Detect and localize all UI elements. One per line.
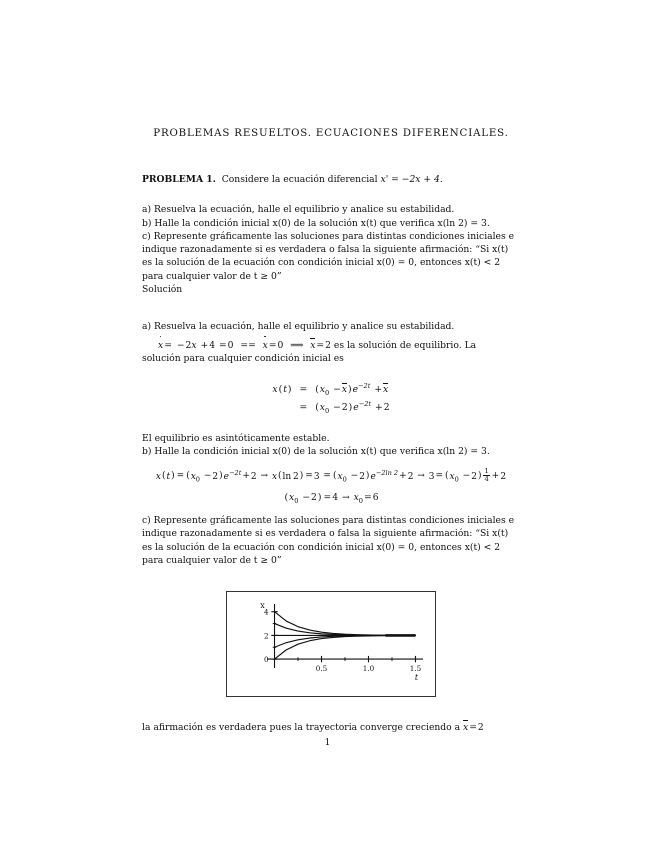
x0-sub-deriv-3: 0	[454, 475, 459, 484]
x-of-t-deriv: x	[155, 471, 161, 482]
one-quarter-fraction	[483, 468, 489, 484]
derivation-line-b: $x(t) = (x_0 -2)e^{-2t}+2 \to x(\ln$ $2) =3 = (x_0 -2)e^{-2ln 2}+2 \to 3= (x_0 -2)$ $\frac{1}{4}$ +2	[155, 466, 507, 484]
zero-rhs: 0	[227, 339, 234, 351]
two-deriv-6: 2	[500, 471, 507, 482]
problem-statement-equation: x' = −2x + 4.	[380, 174, 443, 185]
solution-conclusion: la afirmación es verdadera pues la trayectoria converge creciendo a x=2	[142, 722, 484, 734]
equation-rhs-2: $(x_0 -2)e^{-2t} +2$	[315, 400, 390, 416]
equilibrium-wrap-text: solución para cualquier condición inicial es	[142, 352, 344, 364]
trajectory-plot	[227, 592, 433, 694]
x0-sub-result: 0	[294, 497, 299, 506]
svg-text:t: t	[414, 673, 419, 683]
t-symbol-deriv: t	[166, 471, 171, 482]
xbar-in-eq: x	[341, 384, 347, 396]
xdot-symbol-2: x	[262, 339, 268, 351]
x0-subscript: 0	[324, 389, 330, 398]
coef-four: 4	[209, 339, 216, 351]
two-deriv-1: 2	[212, 471, 219, 482]
problem-part-a: a) Resuelva la ecuación, halle el equilibrio y analice su estabilidad.	[142, 204, 455, 216]
solution-trajectories-chart	[226, 591, 436, 697]
four-result: 4	[332, 492, 339, 504]
implies-long: ⟹	[290, 339, 304, 351]
page-number: 1	[324, 738, 331, 748]
equation-relation-2: =	[299, 402, 308, 414]
problem-part-c-line2: indique razonadamente si es verdadera o falsa la siguiente afirmación: “Si x(t)	[142, 244, 509, 256]
three-value-1: 3	[313, 471, 320, 482]
xbar-added: x	[383, 384, 389, 396]
two-deriv-3: 2	[359, 471, 365, 482]
x0-sub-deriv: 0	[195, 475, 200, 484]
fraction-denominator: 4	[484, 474, 489, 483]
t-symbol-lhs: t	[283, 384, 287, 396]
svg-text:2: 2	[263, 631, 269, 641]
exponent-minus2t: −2t	[358, 382, 371, 391]
fraction-numerator: 1	[484, 466, 489, 475]
stability-statement: El equilibrio es asintóticamente estable.	[142, 433, 330, 445]
xbar-conclusion: x	[463, 722, 469, 734]
xbar-symbol: x	[310, 339, 316, 351]
svg-text:4: 4	[263, 608, 269, 618]
figure-container	[142, 591, 520, 697]
three-value-2: 3	[428, 471, 435, 482]
solution-part-c-line4: para cualquier valor de t ≥ 0”	[142, 555, 282, 567]
xdot-symbol: x	[158, 339, 164, 351]
six-result: 6	[372, 492, 379, 504]
problem-heading-label: PROBLEMA 1.	[142, 174, 216, 185]
conclusion-text: la afirmación es verdadera pues la trayectoria converge creciendo a	[142, 722, 461, 734]
document-title: PROBLEMAS RESUELTOS. ECUACIONES DIFERENCIALES.	[153, 128, 509, 139]
coef-two: 2	[185, 339, 192, 351]
x0-sub-deriv-2: 0	[342, 475, 347, 484]
problem-statement-lead: Considere la ecuación diferencial	[221, 174, 378, 185]
equation-lhs: x(t)	[272, 384, 292, 396]
document-content	[142, 128, 520, 735]
solution-label: Solución	[142, 284, 183, 296]
two-deriv-4: 2	[407, 471, 414, 482]
solution-part-c-line3: es la solución de la ecuación con condición inicial x(0) = 0, entonces x(t) < 2	[142, 541, 501, 553]
x0-symbol: x	[319, 384, 325, 396]
two-in-eq: 2	[341, 402, 348, 414]
x-of-t-lhs: x	[272, 384, 278, 396]
arrow-1: →	[260, 471, 269, 482]
problem-heading	[142, 173, 520, 186]
equilibrium-tail-text: es la solución de equilibrio. La	[333, 339, 477, 351]
arrow-2: →	[417, 471, 425, 482]
equation-relation-1: =	[299, 384, 308, 396]
zero-rhs-2: 0	[277, 339, 284, 351]
implies-short: ==	[240, 339, 256, 351]
x-symbol: x	[191, 339, 197, 351]
solution-part-b-restated: b) Halle la condición inicial x(0) de la solución x(t) que verifica x(ln 2) = 3.	[142, 446, 490, 458]
svg-text:1.5: 1.5	[409, 664, 422, 674]
solution-part-a-restated: a) Resuelva la ecuación, halle el equilibrio y analice su estabilidad.	[142, 321, 455, 333]
svg-text:x: x	[260, 601, 265, 611]
x-of-ln2: x	[271, 471, 278, 482]
two-deriv-2: 2	[250, 471, 257, 482]
equilibrium-value: 2	[325, 339, 331, 351]
x0-symbol-2: x	[319, 402, 325, 414]
equilibrium-derivation: x= −2x +4 =0 == x=0 ⟹ x=2 es la solución de equilibrio. La	[158, 339, 477, 351]
two-result: 2	[311, 492, 317, 504]
solution-part-c-line1: c) Represente gráficamente las soluciones para distintas condiciones iniciales e	[142, 515, 515, 527]
problem-part-b: b) Halle la condición inicial x(0) de la solución x(t) que verifica x(ln 2) = 3.	[142, 217, 490, 229]
derivation-line-result: $(x_0 -2) =4 \to x_0=6$	[284, 492, 379, 506]
solution-part-c-line2: indique razonadamente si es verdadera o falsa la siguiente afirmación: “Si x(t)	[142, 528, 509, 540]
exp-deriv-1: −2t	[229, 468, 242, 477]
problem-part-c-line1: c) Represente gráficamente las soluciones para distintas condiciones iniciales e	[142, 230, 515, 242]
two-added: 2	[383, 402, 390, 414]
equation-rhs-1: $(x_0 -x)e^{-2t} +x$	[315, 382, 389, 398]
solution-display-equation	[142, 382, 520, 415]
svg-text:0.5: 0.5	[315, 664, 328, 674]
equilibrium-value-conclusion: 2	[477, 722, 484, 734]
arrow-3: →	[341, 492, 350, 504]
x0-subscript-2: 0	[324, 407, 330, 416]
svg-text:1.0: 1.0	[362, 664, 375, 674]
svg-text:0: 0	[263, 655, 269, 665]
exp-deriv-2: −2ln 2	[375, 468, 399, 477]
x0-sub-final: 0	[358, 497, 363, 506]
two-deriv-5: 2	[471, 471, 477, 482]
exponent-minus2t-2: −2t	[358, 400, 372, 409]
problem-part-c-line4: para cualquier valor de t ≥ 0”	[142, 270, 282, 282]
problem-part-c-line3: es la solución de la ecuación con condición inicial x(0) = 0, entonces x(t) < 2	[142, 257, 501, 269]
